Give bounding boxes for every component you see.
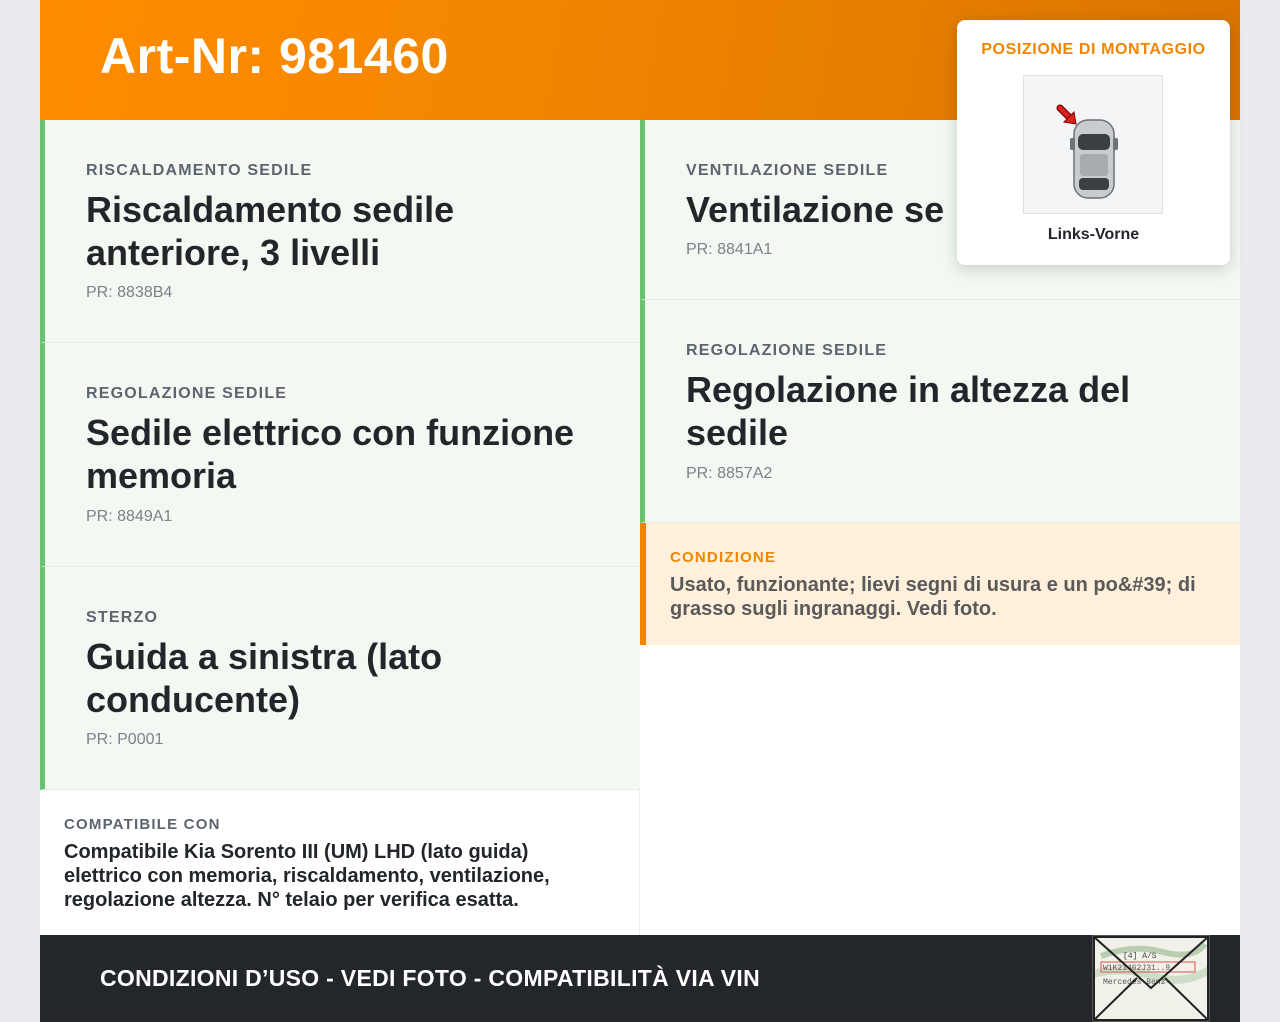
card-pr-code: PR: 8849A1 bbox=[86, 508, 173, 525]
card-title-line: Ventilazione se bbox=[686, 189, 945, 230]
condition-text: Usato, funzionante; lievi segni di usura e un po&#39; di grasso sugli ingranaggi. Vedi foto. bbox=[670, 574, 1196, 620]
card-title-line: memoria bbox=[86, 455, 237, 496]
footer-bar bbox=[40, 935, 1240, 1022]
card-title-line: sedile bbox=[686, 412, 789, 453]
card-pr-code: PR: 8838B4 bbox=[86, 284, 173, 301]
car-top-view-icon bbox=[1024, 76, 1162, 213]
car-diagram bbox=[1023, 75, 1163, 214]
footer-text: CONDIZIONI D’USO - VEDI FOTO - COMPATIBILITÀ VIA VIN bbox=[100, 965, 761, 991]
compatibility-text: Compatibile Kia Sorento III (UM) LHD (lato guida) elettrico con memoria, riscaldamento, ventilazione, regolazione altezza. N° telaio per verifica esatta. bbox=[64, 841, 550, 911]
card-title-line: anteriore, 3 livelli bbox=[86, 232, 381, 273]
compatibility-box bbox=[40, 790, 640, 935]
card-category: STERZO bbox=[86, 609, 159, 626]
card-category: RISCALDAMENTO SEDILE bbox=[86, 162, 313, 179]
popup-title: POSIZIONE DI MONTAGGIO bbox=[981, 41, 1206, 58]
card-pr-code: PR: 8857A2 bbox=[686, 465, 773, 482]
card-category: REGOLAZIONE SEDILE bbox=[86, 385, 288, 402]
car-top-view-icon bbox=[1070, 120, 1118, 198]
card-category: VENTILAZIONE SEDILE bbox=[686, 162, 889, 179]
spec-card-steering bbox=[40, 567, 640, 790]
card-category: REGOLAZIONE SEDILE bbox=[686, 342, 888, 359]
card-title-line: Guida a sinistra (lato bbox=[86, 636, 443, 677]
card-title-line: Regolazione in altezza del bbox=[686, 369, 1131, 410]
vin-stamp-image bbox=[1092, 935, 1210, 1022]
card-pr-code: PR: 8841A1 bbox=[686, 241, 773, 258]
compatibility-label: COMPATIBILE CON bbox=[64, 816, 221, 833]
stamp-text-1: [4] A/S bbox=[1123, 952, 1157, 961]
mounting-position-popup bbox=[957, 20, 1230, 265]
red-arrow-icon bbox=[1060, 108, 1076, 124]
condition-label: CONDIZIONE bbox=[670, 549, 777, 566]
mounting-position-label: Links-Vorne bbox=[1047, 226, 1140, 243]
stamp-text-2: W1K21462J31..9 bbox=[1103, 964, 1171, 973]
spec-card-seat-memory bbox=[40, 343, 640, 567]
card-title-line: Sedile elettrico con funzione bbox=[86, 412, 575, 453]
card-title-line: Riscaldamento sedile bbox=[86, 189, 455, 230]
card-title-line: conducente) bbox=[86, 679, 301, 720]
condition-box bbox=[640, 523, 1240, 645]
stamp-text-3: Mercedes-Benz bbox=[1103, 978, 1166, 987]
spec-card-seat-heating bbox=[40, 120, 640, 343]
card-pr-code: PR: P0001 bbox=[86, 731, 164, 748]
envelope-icon bbox=[1093, 936, 1209, 1021]
spec-card-seat-height bbox=[640, 300, 1240, 523]
page-title: Art-Nr: 981460 bbox=[100, 28, 449, 84]
